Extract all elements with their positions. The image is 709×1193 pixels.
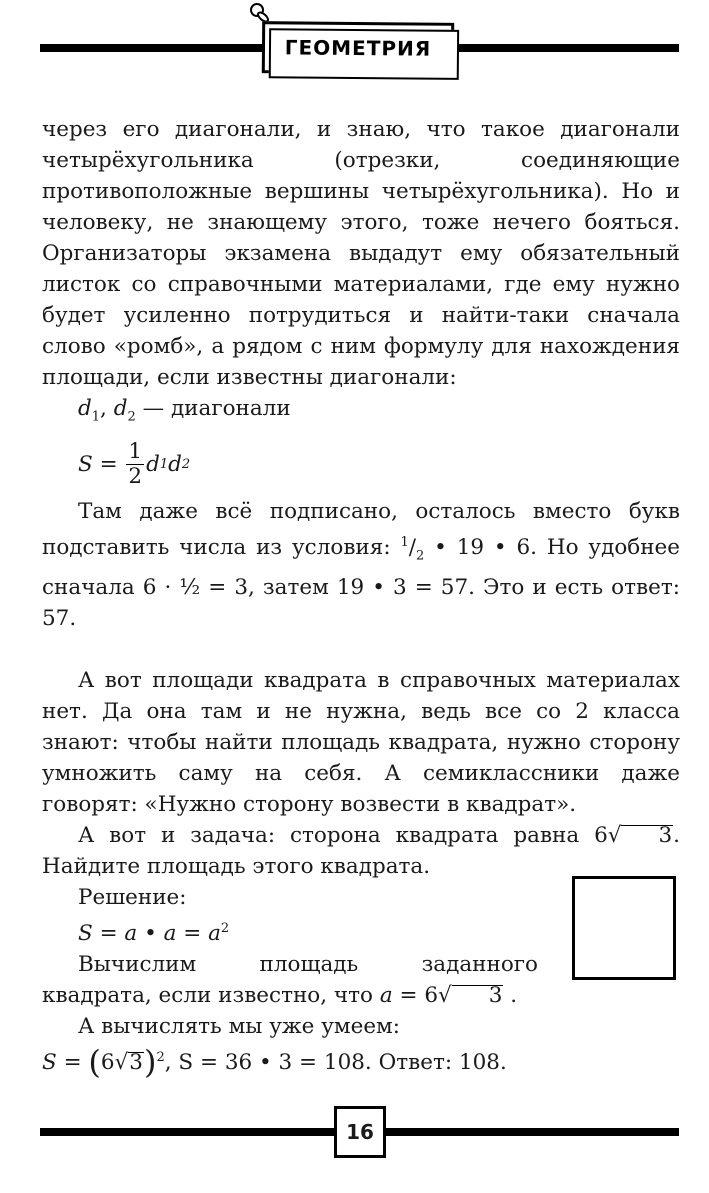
final-answer-line: $S = (6√3)^2$, S = 36 • 3 = 108. Ответ: 108. bbox=[42, 1043, 507, 1082]
substitution-text-a: Там даже всё подписано, осталось вместо букв подставить числа из условия: bbox=[42, 499, 680, 561]
substitution-text-b: • 19 • 6. Но удобнее сначала 6 · ½ = 3, затем 19 • 3 = 57. Это и есть ответ: 57. bbox=[42, 535, 680, 631]
header-title: ГЕОМЕТРИЯ bbox=[284, 35, 432, 61]
task-text-b: . Найдите площадь этого квадрата. bbox=[42, 822, 680, 879]
paragraph-task: А вот и задача: сторона квадрата равна 6√ 3. Найдите площадь этого квадрата. bbox=[42, 822, 680, 879]
page-number: 16 bbox=[346, 1120, 374, 1144]
square-area-formula: S = a • $a = a^2$ bbox=[78, 920, 230, 946]
diagonals-line: $d_1$, $d_2$ — диагонали bbox=[78, 396, 291, 425]
paragraph-substitution: Там даже всё подписано, осталось вместо букв подставить числа из условия: $^1/_2$ • 19 • 6. Но удобнее сначала 6 · ½ = 3, затем 19 • 3 = 57. Это и есть ответ: 57. bbox=[42, 499, 680, 631]
rhombus-area-formula: S = $\frac{1}{2}$ d 1 d 2 bbox=[78, 438, 191, 489]
compute-text: Вычислим площадь заданного квадрата, если известно, что bbox=[42, 951, 538, 1008]
paragraph-intro: через его диагонали, и знаю, что такое диагонали четырёхугольника (отрезки, соединяющие противоположные вершины четырёхугольника). Но и человеку, не знающему этого, тоже нечего бояться. Организаторы экзамена выдадут ему обязательный листок со справочными материалами, где ему нужно будет усиленно потрудиться и найти-таки сначала слово «ромб», а рядом с ним формулу для нахождения площади, если известны диагонали: bbox=[42, 117, 680, 390]
paragraph-square: А вот площади квадрата в справочных материалах нет. Да она там и не нужна, ведь все со 2 класса знают: чтобы найти площадь квадрата, нужно сторону умножить саму на себя. А семиклассники даже говорят: «Нужно сторону возвести в квадрат». bbox=[42, 667, 680, 817]
final-answer-text: , S = 36 • 3 = 108. Ответ: 108. bbox=[164, 1050, 507, 1076]
page-number-box bbox=[334, 1106, 386, 1158]
solution-block bbox=[42, 882, 538, 1082]
square-figure bbox=[572, 876, 676, 980]
solution-label: Решение: bbox=[78, 884, 187, 910]
diagonals-label: — диагонали bbox=[142, 396, 291, 421]
paragraph-compute: Вычислим площадь заданного квадрата, если известно, что a = 6√ 3 . bbox=[42, 951, 538, 1008]
task-text-a: А вот и задача: сторона квадрата равна bbox=[78, 822, 580, 848]
header-label-box bbox=[262, 21, 454, 75]
paragraph-can-compute: А вычислять мы уже умеем: bbox=[78, 1013, 401, 1039]
